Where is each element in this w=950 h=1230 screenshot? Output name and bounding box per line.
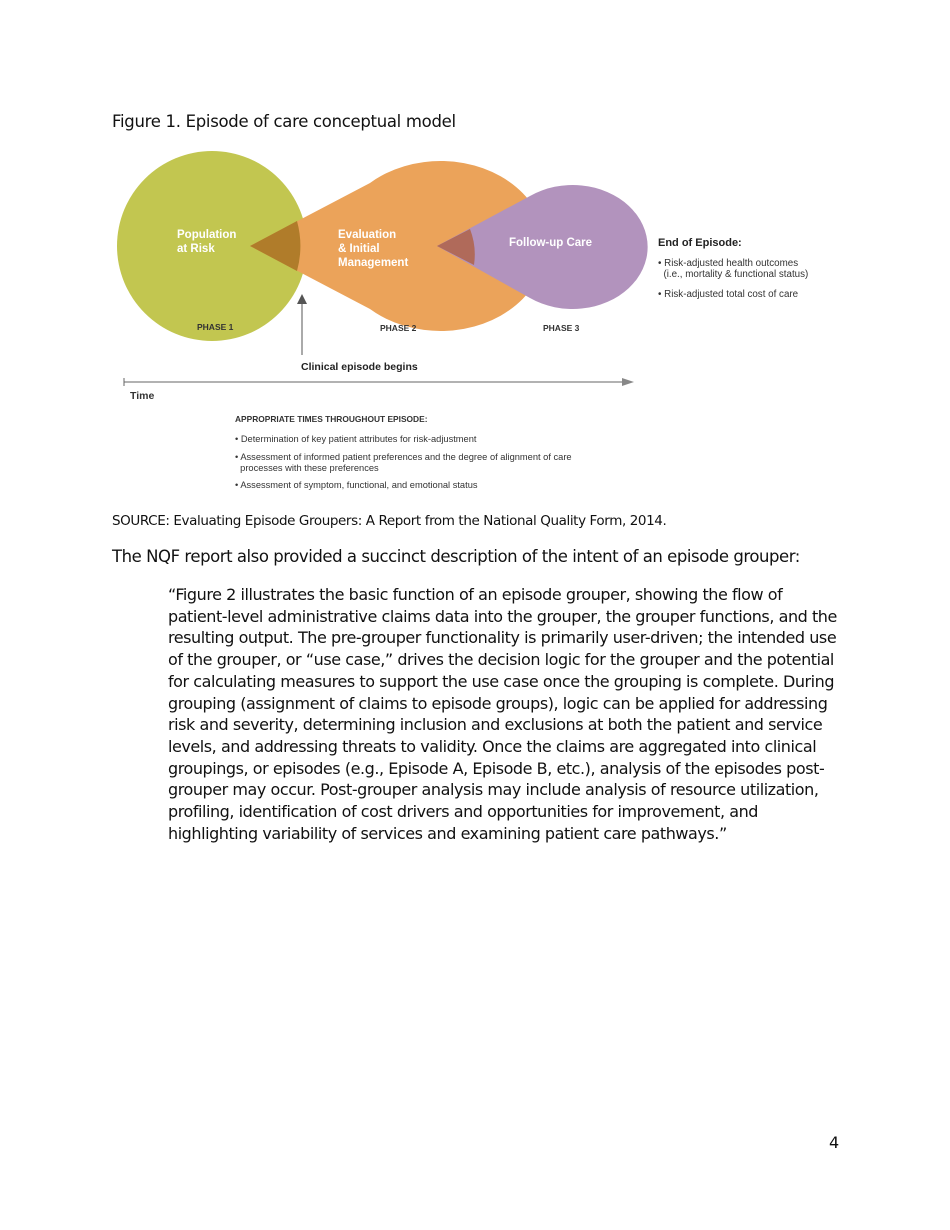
end-of-episode-item-1-line-2: (i.e., mortality & functional status) (658, 269, 809, 280)
quote-line: grouping (assignment of claims to episode groups), logic can be applied for addressing (168, 693, 828, 713)
time-label: Time (130, 390, 155, 402)
clinical-episode-arrowhead (297, 294, 307, 304)
quote-line: for calculating measures to support the use case once the grouping is complete. During (168, 671, 835, 691)
phase-2-label-line-2: & Initial (338, 243, 380, 255)
episode-of-care-diagram (0, 0, 950, 500)
phase-3-label: Follow-up Care (509, 237, 593, 249)
quote-line: risk and severity, determining inclusion and exclusions at both the patient and service (168, 715, 823, 735)
quote-line: resulting output. The pre-grouper functionality is primarily user-driven; the intended use (168, 628, 837, 648)
quote-line: profiling, identification of cost drivers and opportunities for improvement, and (168, 802, 758, 822)
quote-line: “Figure 2 illustrates the basic function of an episode grouper, showing the flow of (168, 585, 783, 604)
phase-2-label-line-3: Management (338, 257, 409, 269)
phase-2-number: PHASE 2 (380, 323, 417, 333)
end-of-episode-item-1-line-1: • Risk-adjusted health outcomes (658, 258, 799, 269)
quote-line: levels, and addressing threats to validity. Once the claims are aggregated into clinical (168, 736, 817, 756)
clinical-episode-label: Clinical episode begins (301, 361, 418, 373)
phase-1-number: PHASE 1 (197, 322, 234, 332)
appropriate-times-title: APPROPRIATE TIMES THROUGHOUT EPISODE: (235, 414, 428, 424)
page-number: 4 (829, 1133, 840, 1152)
end-of-episode-title: End of Episode: (658, 237, 742, 249)
quote-line: groupings, or episodes (e.g., Episode A, Episode B, etc.), analysis of the episodes post- (168, 758, 825, 778)
figure-source: SOURCE: Evaluating Episode Groupers: A Report from the National Quality Form, 2014. (112, 513, 667, 529)
time-axis-arrowhead (622, 378, 634, 386)
phase-3-number: PHASE 3 (543, 323, 580, 333)
figure-caption: Figure 1. Episode of care conceptual model (112, 112, 456, 131)
nqf-quote (168, 584, 838, 844)
appropriate-times-item-3: • Assessment of symptom, functional, and emotional status (235, 480, 478, 490)
phase-1-label-line-1: Population (177, 229, 237, 241)
phase-2-label-line-1: Evaluation (338, 229, 397, 241)
quote-line: of the grouper, or “use case,” drives the decision logic for the grouper and the potential (168, 650, 834, 670)
phase-1-label-line-2: at Risk (177, 243, 215, 255)
quote-line: patient-level administrative claims data into the grouper, the grouper functions, and the (168, 606, 837, 626)
quote-line: grouper may occur. Post-grouper analysis may include analysis of resource utilization, (168, 780, 819, 800)
appropriate-times-item-1: • Determination of key patient attributes for risk-adjustment (235, 434, 477, 444)
end-of-episode-item-2: • Risk-adjusted total cost of care (658, 289, 799, 300)
appropriate-times-item-2-line-1: • Assessment of informed patient preferences and the degree of alignment of care (235, 452, 572, 462)
intro-paragraph: The NQF report also provided a succinct description of the intent of an episode grouper: (112, 547, 800, 566)
quote-line: highlighting variability of services and examining patient care pathways.” (168, 823, 727, 843)
appropriate-times-item-2-line-2: processes with these preferences (235, 463, 379, 473)
